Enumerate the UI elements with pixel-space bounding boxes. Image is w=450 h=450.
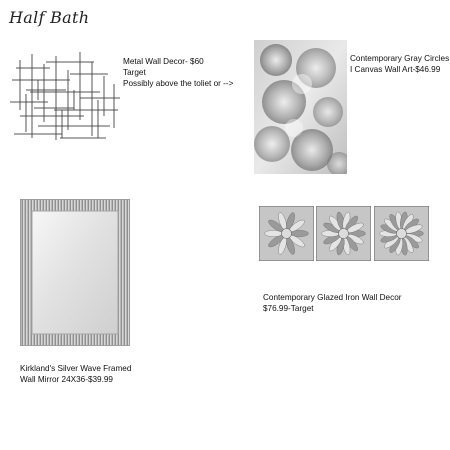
board-title: Half Bath: [9, 8, 90, 27]
caption-line: Wall Mirror 24X36-$39.99: [20, 375, 113, 384]
metal-wall-decor-image: [10, 50, 122, 144]
silver-wave-mirror-caption: [20, 363, 131, 385]
glazed-iron-wall-decor-caption: [263, 292, 401, 314]
caption-line: Contemporary Gray Circles: [350, 54, 450, 63]
caption-line: Contemporary Glazed Iron Wall Decor: [263, 293, 402, 302]
gray-circles-canvas-caption: [350, 53, 449, 75]
glazed-iron-tile-image: [259, 206, 314, 261]
caption-line: Target: [123, 68, 146, 77]
gray-circles-canvas-image: [254, 40, 347, 174]
metal-wall-decor-caption: [123, 56, 233, 89]
caption-line: Kirkland's Silver Wave Framed: [20, 364, 132, 373]
glazed-iron-tile-image: [316, 206, 371, 261]
glazed-iron-tile-image: [374, 206, 429, 261]
caption-line: Metal Wall Decor- $60: [123, 57, 204, 66]
caption-line: I Canvas Wall Art-$46.99: [350, 65, 441, 74]
caption-line: Possibly above the toliet or -->: [123, 79, 234, 88]
caption-line: $76.99-Target: [263, 304, 314, 313]
silver-wave-mirror-image: [20, 199, 130, 346]
